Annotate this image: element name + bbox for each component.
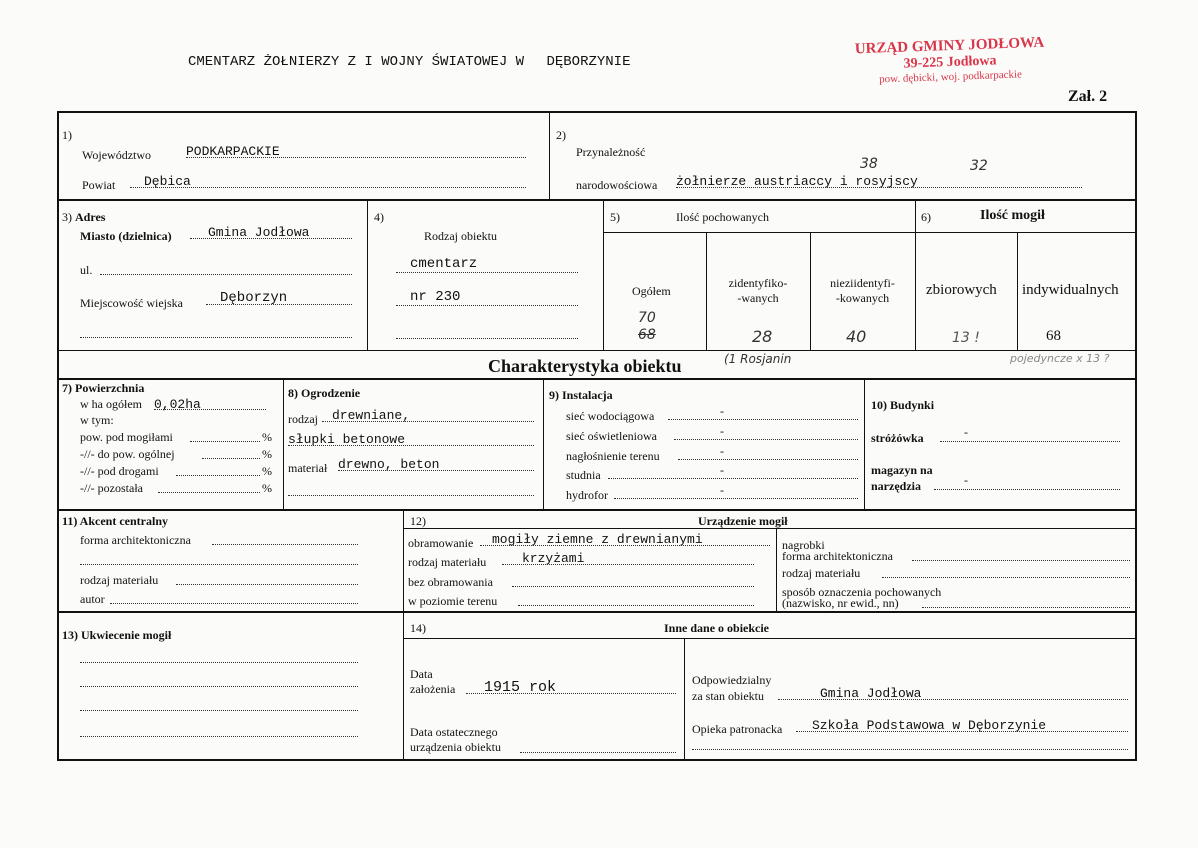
indywidualnych-label: indywidualnych — [1022, 282, 1119, 298]
akcent-forma-label: forma architektoniczna — [80, 533, 191, 547]
bez-obramowania-label: bez obramowania — [408, 575, 493, 589]
akcent-rodzaj-label: rodzaj materiału — [80, 573, 159, 587]
narodowosc-label: narodowościowa — [576, 178, 658, 192]
data-ostatecznego-field — [520, 740, 676, 753]
ukwiecenie-label: 13) Ukwiecenie mogił — [62, 628, 172, 642]
akcent-centralny-label: 11) Akcent centralny — [62, 514, 168, 528]
magazyn-field — [934, 473, 1120, 490]
miasto-field — [190, 223, 352, 239]
ogolem-value: 68 — [638, 327, 656, 343]
rule — [1017, 232, 1018, 350]
odpowiedzialny-field — [778, 684, 1128, 700]
opieka-patronacka-value: Szkoła Podstawowa w Dęborzynie — [812, 718, 1047, 733]
urzadzenie-rodzaj-field — [502, 549, 754, 565]
rule — [603, 199, 604, 350]
ukwiecenie-line-1 — [80, 652, 358, 663]
attachment-label: Zał. 2 — [1068, 88, 1108, 105]
pozostala-field — [158, 479, 260, 493]
rule — [915, 199, 916, 350]
nagrobki-forma-field — [912, 547, 1130, 561]
studnia-label: studnia — [566, 468, 601, 482]
ogolem-value-crossed: 70 — [638, 310, 656, 326]
magazyn-label-1: magazyn na — [871, 463, 933, 477]
powierzchnia-ogolem-field — [154, 395, 266, 410]
sposob-oznaczenia-label: sposób oznaczenia pochowanych — [782, 585, 942, 599]
ogrodzenie-label: 8) Ogrodzenie — [288, 386, 361, 400]
ukwiecenie-line-4 — [80, 726, 358, 737]
rule — [403, 638, 1137, 639]
ukwiecenie-line-2 — [80, 676, 358, 687]
powierzchnia-ogolem-label: w ha ogółem — [80, 397, 142, 411]
section-1-number: 1) — [62, 128, 72, 142]
section-6-number: 6) — [921, 210, 931, 224]
section-14-number: 14) — [410, 621, 426, 635]
ukwiecenie-line-3 — [80, 700, 358, 711]
siec-oswietleniowa-field — [674, 424, 858, 440]
address-extra-line — [80, 325, 352, 338]
rule — [57, 199, 1137, 201]
percent-2: % — [262, 447, 272, 461]
rodzaj-obiektu-value-2: nr 230 — [410, 289, 461, 305]
rule — [684, 638, 685, 760]
document-title-left: CMENTARZ ŻOŁNIERZY Z I WOJNY ŚWIATOWEJ W — [188, 54, 525, 70]
odpowiedzialny-label-2: za stan obiektu — [692, 689, 764, 703]
rodzaj-obiektu-field-1 — [396, 254, 578, 273]
section-3-number — [62, 210, 105, 225]
urzadzenie-rodzaj-label: rodzaj materiału — [408, 555, 487, 569]
document-title-place: DĘBORZYNIE — [546, 54, 631, 70]
section-12-number: 12) — [410, 514, 426, 528]
nagrobki-label: nagrobki — [782, 538, 825, 552]
rule — [57, 611, 1137, 613]
rule — [864, 379, 865, 510]
ogrodzenie-rodzaj-label: rodzaj — [288, 412, 318, 426]
stamp-address: 39-225 Jodłowa — [903, 53, 997, 72]
powierzchnia-label: 7) Powierzchnia — [62, 381, 145, 395]
ulica-field — [100, 260, 352, 275]
rodzaj-obiektu-field-3 — [396, 326, 578, 339]
hydrofor-field — [614, 483, 858, 499]
w-poziomie-terenu-label: w poziomie terenu — [408, 594, 498, 608]
naglosnienie-label: nagłośnienie terenu — [566, 449, 660, 463]
budynki-label: 10) Budynki — [871, 398, 935, 412]
instalacja-label: 9) Instalacja — [549, 388, 613, 402]
sposob-oznaczenia-field — [922, 594, 1130, 608]
nagrobki-rodzaj-label: rodzaj materiału — [782, 566, 861, 580]
section-2-number: 2) — [556, 128, 566, 142]
ogrodzenie-material-field — [338, 455, 534, 471]
akcent-rodzaj-field — [176, 571, 358, 585]
data-zalozenia-field — [466, 678, 676, 694]
miejscowosc-value: Dęborzyn — [220, 290, 288, 306]
charakterystyka-note: (1 Rosjanin — [724, 352, 792, 366]
data-zalozenia-label-2: założenia — [410, 682, 456, 696]
siec-oswietleniowa-value: - — [720, 424, 724, 438]
wojewodztwo-field — [186, 142, 526, 158]
odpowiedzialny-label-1: Odpowiedzialny — [692, 673, 772, 687]
percent-3: % — [262, 464, 272, 478]
hydrofor-value: - — [720, 483, 724, 497]
powiat-field — [130, 172, 526, 188]
studnia-value: - — [720, 463, 724, 477]
magazyn-value: - — [964, 473, 968, 487]
powiat-value: Dębica — [144, 174, 191, 189]
narodowosc-value: żołnierze austriaccy i rosyjscy — [676, 174, 918, 189]
akcent-extra-line — [80, 552, 358, 565]
opieka-patronacka-label: Opieka patronacka — [692, 722, 783, 736]
akcent-autor-label: autor — [80, 592, 105, 606]
rule — [915, 232, 1137, 233]
opieka-extra-line — [692, 739, 1128, 750]
niezidentyfikowanych-value: 40 — [846, 327, 867, 346]
powiat-label: Powiat — [82, 178, 116, 192]
naglosnienie-value: - — [720, 444, 724, 458]
office-stamp — [849, 35, 1050, 87]
inne-dane-title: Inne dane o obiekcie — [664, 621, 770, 635]
zbiorowych-label: zbiorowych — [926, 282, 997, 298]
nagrobki-forma-label: forma architektoniczna — [782, 549, 893, 563]
rule — [603, 232, 915, 233]
zid-label-1: zidentyfiko- — [728, 276, 788, 290]
rule — [283, 379, 284, 510]
siec-wodociagowa-value: - — [720, 404, 724, 418]
pow-pod-mogilami-field — [190, 428, 260, 442]
stamp-region: pow. dębicki, woj. podkarpackie — [878, 68, 1023, 86]
strozowka-value: - — [964, 425, 968, 439]
strozowka-label: stróżówka — [871, 431, 924, 445]
naglosnienie-field — [678, 444, 858, 460]
rodzaj-obiektu-field-2 — [396, 287, 578, 306]
pozostala-label: -//- pozostała — [80, 481, 143, 495]
akcent-autor-field — [110, 590, 358, 604]
nzid-label-1: nieziidentyfi- — [830, 276, 895, 290]
percent-4: % — [262, 481, 272, 495]
rule — [367, 199, 368, 350]
note-32: 32 — [970, 158, 988, 174]
ogrodzenie-rodzaj-field — [322, 406, 534, 422]
rodzaj-obiektu-label: Rodzaj obiektu — [424, 229, 497, 243]
ogrodzenie-rodzaj-value: drewniane, — [332, 408, 411, 423]
section-5-number: 5) — [610, 210, 620, 224]
magazyn-label-2: narzędzia — [871, 479, 921, 493]
zbiorowych-value: 13 ! — [952, 330, 980, 346]
section-3-num: 3) — [62, 210, 72, 224]
ogrodzenie-material-value: drewno, beton — [338, 457, 440, 472]
sposob-oznaczenia-label-2: (nazwisko, nr ewid., nn) — [782, 596, 899, 610]
narodowosc-field — [676, 172, 1082, 188]
ogrodzenie-rodzaj-value-2: słupki betonowe — [288, 432, 406, 447]
document-title — [188, 54, 630, 70]
rule — [543, 379, 544, 510]
opieka-patronacka-field — [796, 716, 1128, 732]
data-zalozenia-value: 1915 rok — [484, 679, 557, 696]
wojewodztwo-label: Województwo — [82, 148, 152, 162]
pow-ogolnej-label: -//- do pow. ogólnej — [80, 447, 175, 461]
obramowanie-value: mogiły ziemne z drewnianymi — [492, 532, 703, 547]
ogrodzenie-extra-line — [288, 485, 534, 496]
rodzaj-obiektu-value-1: cmentarz — [410, 256, 478, 272]
rule — [57, 509, 1137, 511]
w-poziomie-terenu-field — [518, 592, 754, 606]
wojewodztwo-value: PODKARPACKIE — [186, 144, 280, 159]
percent-1: % — [262, 430, 272, 444]
miejscowosc-field — [206, 288, 352, 305]
rule — [549, 111, 550, 200]
rule — [403, 510, 404, 760]
ogrodzenie-rodzaj-field-2 — [288, 430, 534, 446]
pod-drogami-field — [176, 462, 260, 476]
data-zalozenia-label-1: Data — [410, 667, 433, 681]
siec-wodociagowa-label: sieć wodociągowa — [566, 409, 655, 423]
data-ostatecznego-label-2: urządzenia obiektu — [410, 740, 501, 754]
akcent-forma-field — [212, 531, 358, 545]
ogolem-label: Ogółem — [632, 284, 671, 298]
miejscowosc-label: Miejscowość wiejska — [80, 296, 183, 310]
nagrobki-rodzaj-field — [882, 564, 1130, 578]
strozowka-field — [940, 425, 1120, 442]
siec-oswietleniowa-label: sieć oświetleniowa — [566, 429, 657, 443]
zidentyfikowanych-value: 28 — [752, 327, 773, 346]
data-ostatecznego-label-1: Data ostatecznego — [410, 725, 498, 739]
bez-obramowania-field — [512, 573, 754, 587]
rule — [776, 528, 777, 612]
indywidualnych-value: 68 — [1046, 328, 1061, 344]
ilosc-pochowanych-label: Ilość pochowanych — [676, 210, 769, 224]
rule — [57, 378, 1137, 380]
urzadzenie-rodzaj-value: krzyżami — [522, 551, 585, 566]
miasto-value: Gmina Jodłowa — [208, 225, 310, 240]
obramowanie-label: obramowanie — [408, 536, 474, 550]
odpowiedzialny-value: Gmina Jodłowa — [820, 686, 922, 701]
stamp-office-name: URZĄD GMINY JODŁOWA — [854, 34, 1045, 58]
adres-label: Adres — [75, 210, 106, 224]
rule — [57, 350, 1137, 351]
section-4-number: 4) — [374, 210, 384, 224]
siec-wodociagowa-field — [668, 404, 858, 420]
charakterystyka-title: Charakterystyka obiektu — [488, 356, 682, 376]
zid-label-2: -wanych — [737, 291, 779, 305]
studnia-field — [608, 463, 858, 479]
pod-drogami-label: -//- pod drogami — [80, 464, 159, 478]
powierzchnia-ogolem-value: 0,02ha — [154, 397, 201, 412]
obramowanie-field — [480, 530, 770, 546]
hydrofor-label: hydrofor — [566, 488, 608, 502]
charakterystyka-note-right: pojedyncze x 13 ? — [1010, 352, 1110, 365]
urzadzenie-mogil-title: Urządzenie mogił — [698, 514, 788, 528]
ulica-label: ul. — [80, 263, 93, 277]
note-38: 38 — [860, 156, 878, 172]
w-tym-label: w tym: — [80, 413, 114, 427]
nzid-label-2: -kowanych — [835, 291, 890, 305]
niezidentyfikowanych-label — [810, 276, 915, 306]
przynaleznosc-label: Przynależność — [576, 145, 646, 159]
zidentyfikowanych-label — [706, 276, 810, 306]
pow-ogolnej-field — [202, 445, 260, 459]
ilosc-mogil-label: Ilość mogił — [980, 208, 1045, 223]
pow-pod-mogilami-label: pow. pod mogiłami — [80, 430, 173, 444]
miasto-label: Miasto (dzielnica) — [80, 229, 172, 243]
ogrodzenie-material-label: materiał — [288, 461, 328, 475]
